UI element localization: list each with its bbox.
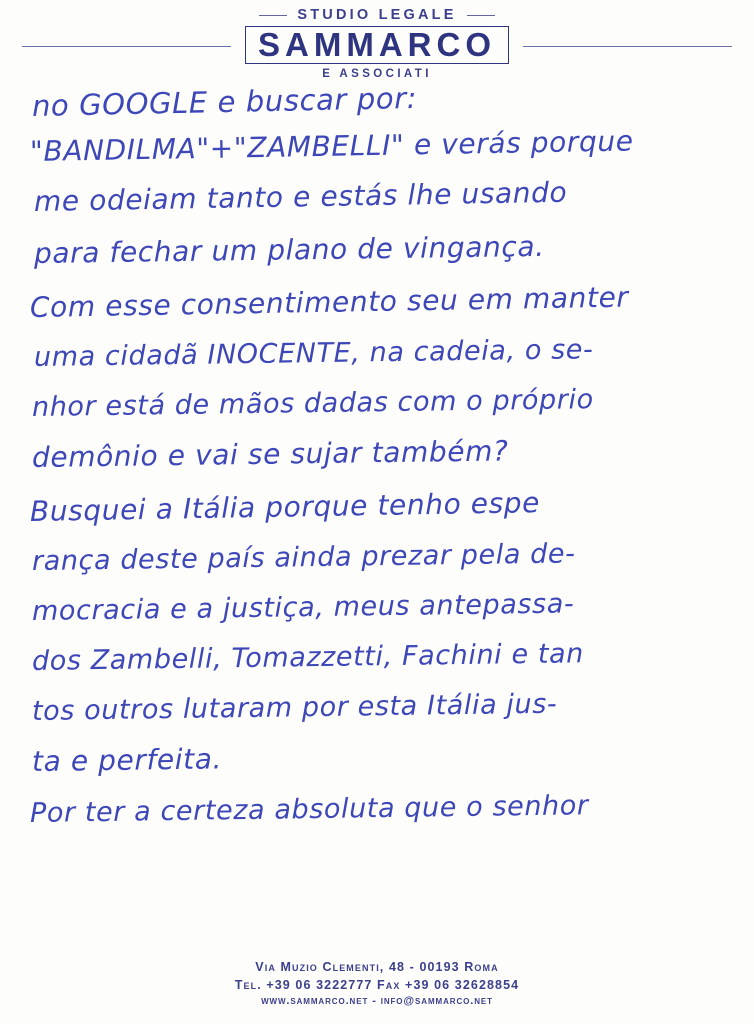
letterhead [0, 6, 754, 92]
letterhead-sub-text: E ASSOCIATI [322, 67, 432, 80]
handwritten-line: Por ter a certeza absoluta que o senhor [29, 790, 589, 829]
handwritten-line: nhor está de mãos dadas com o próprio [31, 384, 594, 423]
handwritten-line: mocracia e a justiça, meus antepassa- [31, 588, 575, 627]
handwritten-line: "BANDILMA"+"ZAMBELLI" e verás porque [29, 124, 634, 168]
firm-name-box [245, 26, 509, 64]
handwritten-body [28, 80, 728, 942]
footer-phones: Tel. +39 06 3222777 Fax +39 06 32628854 [234, 977, 520, 992]
handwritten-line: para fechar um plano de vingança. [33, 229, 545, 270]
handwritten-line: me odeiam tanto e estás lhe usando [33, 175, 568, 218]
footer-web: www.sammarco.net - info@sammarco.net [261, 995, 493, 1008]
handwritten-line: demônio e vai se sujar também? [31, 434, 509, 474]
handwritten-line: no GOOGLE e buscar por: [31, 80, 418, 123]
handwritten-line: rança deste país ainda prezar pela de- [31, 538, 576, 577]
handwritten-line: ta e perfeita. [31, 742, 223, 778]
firm-name: SAMMARCO [258, 25, 496, 63]
letterhead-dash-right [467, 15, 495, 16]
handwritten-line: uma cidadã INOCENTE, na cadeia, o se- [33, 334, 594, 373]
letterhead-dash-left [259, 15, 287, 16]
footer [0, 958, 754, 1010]
handwritten-line: Com esse consentimento seu em manter [29, 280, 629, 324]
letterhead-logo [231, 8, 523, 80]
handwritten-line: Busquei a Itália porque tenho espe [29, 486, 541, 528]
letterhead-top-text: STUDIO LEGALE [297, 7, 457, 23]
handwritten-line: dos Zambelli, Tomazzetti, Fachini e tan [31, 638, 585, 677]
handwritten-line: tos outros lutaram por esta Itália jus- [31, 688, 558, 727]
footer-address: Via Muzio Clementi, 48 - 00193 Roma [255, 959, 499, 974]
